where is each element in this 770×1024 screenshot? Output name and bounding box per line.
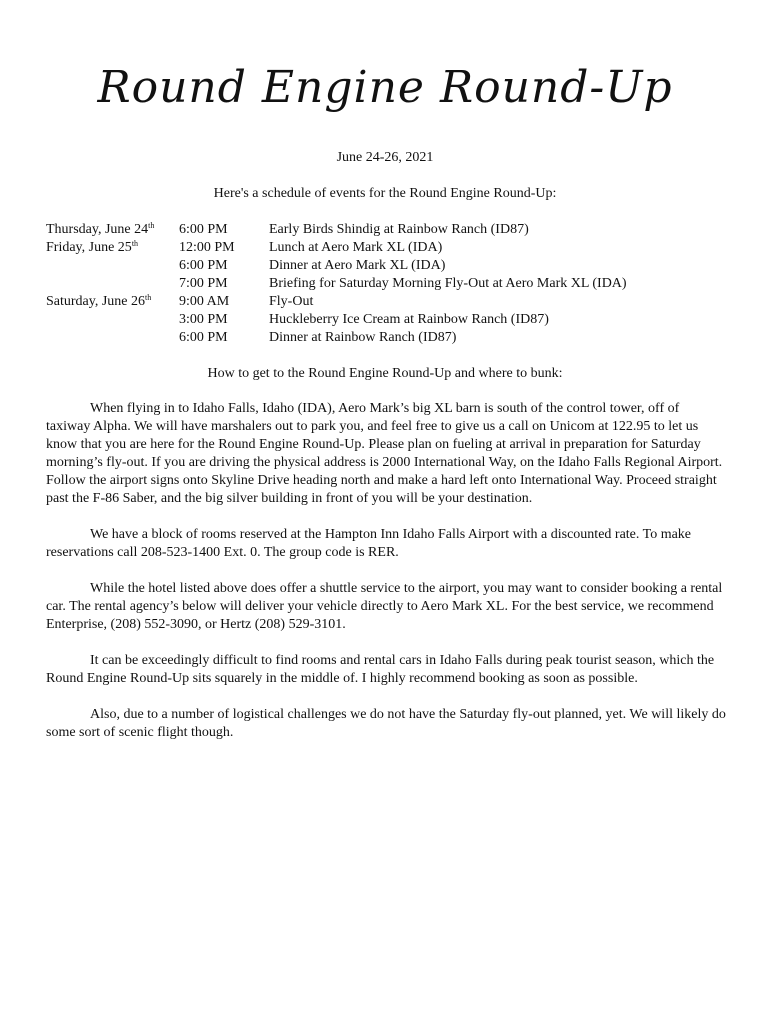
schedule-time: 6:00 PM xyxy=(179,258,228,273)
schedule-event: Fly-Out xyxy=(269,294,314,309)
schedule-event: Lunch at Aero Mark XL (IDA) xyxy=(269,240,443,255)
day-ordinal-suffix: th xyxy=(145,293,152,302)
schedule-intro: Here's a schedule of events for the Round Engine Round-Up: xyxy=(213,186,557,201)
schedule-time: 9:00 AM xyxy=(179,294,230,309)
body-paragraph: Also, due to a number of logistical challenges we do not have the Saturday fly-out planned, yet. We will likely do some sort of scenic flight though. xyxy=(46,707,726,740)
body-paragraph: We have a block of rooms reserved at the Hampton Inn Idaho Falls Airport with a discounted rate. To make reservations call 208-523-1400 Ext. 0. The group code is RER. xyxy=(46,527,692,560)
event-date: June 24-26, 2021 xyxy=(336,150,434,165)
schedule-day: Saturday, June 26th xyxy=(46,293,152,309)
schedule-time: 6:00 PM xyxy=(179,222,228,237)
howto-heading: How to get to the Round Engine Round-Up and where to bunk: xyxy=(207,366,563,381)
schedule-event: Huckleberry Ice Cream at Rainbow Ranch (ID87) xyxy=(269,312,549,327)
schedule-event: Briefing for Saturday Morning Fly-Out at Aero Mark XL (IDA) xyxy=(269,276,627,291)
schedule-event: Dinner at Rainbow Ranch (ID87) xyxy=(269,330,457,345)
day-ordinal-suffix: th xyxy=(148,221,155,230)
day-ordinal-suffix: th xyxy=(131,239,139,248)
schedule-time: 6:00 PM xyxy=(179,330,228,345)
body-paragraphs xyxy=(46,400,726,760)
body-paragraph: When flying in to Idaho Falls, Idaho (IDA), Aero Mark’s big XL barn is south of the control tower, off of taxiway Alpha. We will have marshalers out to park you, and feel free to give us a call on Unicom at 122.95 to let us know that you are here for the Round Engine Round-Up. Please plan on fueling at arrival in preparation for Saturday morning’s fly-out. If you are driving the physical address is 2000 International Way, on the Idaho Falls Regional Airport. Follow the airport signs onto Skyline Drive heading north and make a hard left onto International Way. Proceed straight past the F-86 Saber, and the big silver building in front of you will be your destination. xyxy=(46,401,723,506)
schedule-time: 12:00 PM xyxy=(179,240,235,255)
schedule-day: Friday, June 25th xyxy=(46,239,139,255)
schedule-day: Thursday, June 24th xyxy=(46,221,155,237)
schedule-time: 3:00 PM xyxy=(179,312,228,327)
schedule-event: Dinner at Aero Mark XL (IDA) xyxy=(269,258,446,273)
body-paragraph: It can be exceedingly difficult to find rooms and rental cars in Idaho Falls during peak tourist season, which the Round Engine Round-Up sits squarely in the middle of. I highly recommend booking as soon as possible. xyxy=(46,653,715,686)
schedule-event: Early Birds Shindig at Rainbow Ranch (ID87) xyxy=(269,222,529,237)
schedule-time: 7:00 PM xyxy=(179,276,228,291)
body-paragraph: While the hotel listed above does offer a shuttle service to the airport, you may want to consider booking a rental car. The rental agency’s below will deliver your vehicle directly to Aero Mark XL. For the best service, we recommend Enterprise, (208) 552-3090, or Hertz (208) 529-3101. xyxy=(46,581,723,632)
document-title: Round Engine Round-Up xyxy=(97,62,673,113)
